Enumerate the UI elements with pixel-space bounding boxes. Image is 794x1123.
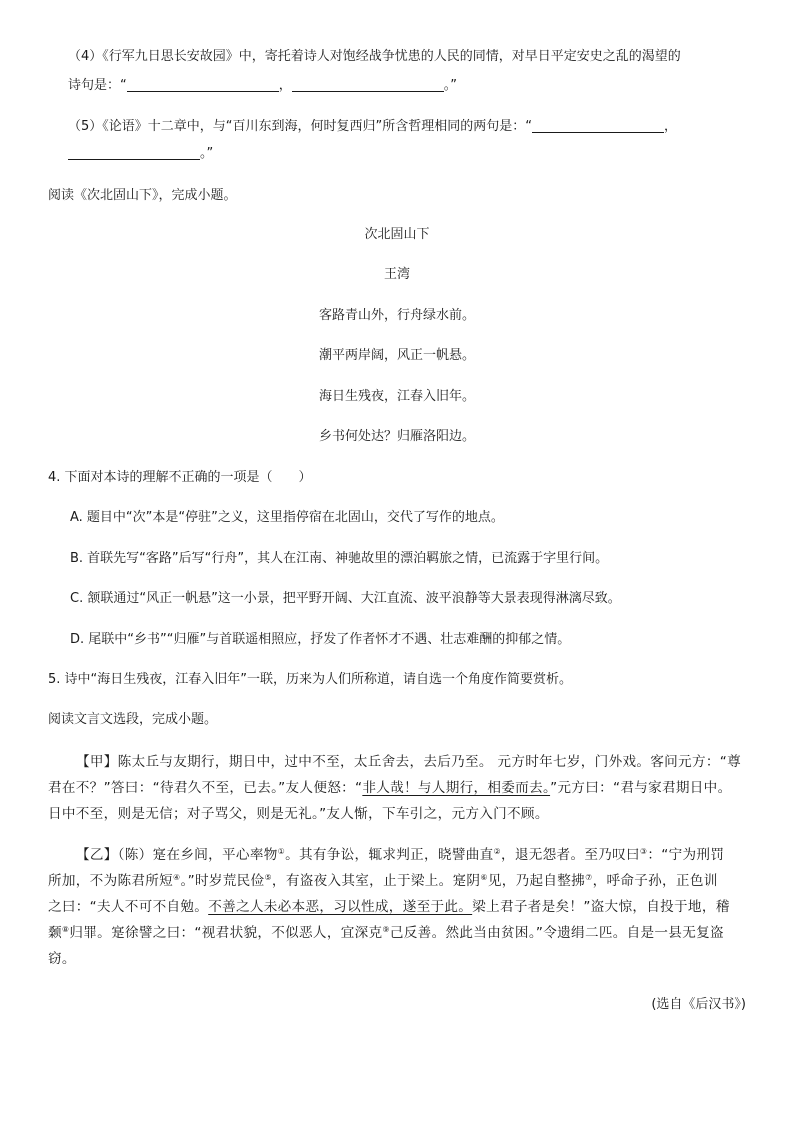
q4-prompt-line1: （4）《行军九日思长安故园》中，寄托着诗人对饱经战争忧患的人民的同情，对早日平定安史之乱的渴望的 [68,49,681,64]
q4-prompt-line2: 诗句是：“ ， 。” [68,78,458,93]
passage-line: 日中不至，则是无信；对子骂父，则是无礼。”友人惭，下车引之，元方入门不顾。 [48,806,549,822]
poem-instruction: 阅读《次北固山下》，完成小题。 [48,188,237,203]
option-b[interactable]: B. 首联先写“客路”后写“行舟”，其人在江南、神驰故里的漂泊羁旅之情，已流露于字里行间。 [70,551,609,566]
footnote-marker: ⑥ [480,873,488,882]
q5-prompt-line2: 。” [68,144,213,164]
underlined-sentence: 不善之人未必本恶，习以性成，遂至于此。 [208,899,473,915]
footnote-marker: ⑧ [61,925,70,934]
passage-line: 【乙】（陈）寔在乡闾，平心率物①。其有争讼，辄求判正，晓譬曲直②，退无怨者。至乃叹曰③：“宁为刑罚 [76,847,725,863]
footnote-marker: ③ [639,847,648,856]
option-a[interactable]: A. 题目中“次”本是“停驻”之义，这里指停宿在北固山，交代了写作的地点。 [70,510,504,525]
passage-line: 君在不？”答曰：“待君久不至，已去。”友人便怒：“非人哉！与人期行，相委而去。”元方曰：“君与家君期日中。 [48,780,732,796]
passage-line: 颡⑧归罪。寔徐譬之曰：“视君状貌，不似恶人，宜深克⑨己反善。然此当由贫困。”令遗绢二匹。自是一县无复盗 [48,925,724,941]
poem-author: 王湾 [383,267,410,282]
poem-line: 海日生残夜，江春入旧年。 [318,389,475,404]
option-d[interactable]: D. 尾联中“乡书”“归雁”与首联遥相照应，抒发了作者怀才不遇、壮志难酬的抑郁之情。 [70,632,571,647]
prose-instruction: 阅读文言文选段，完成小题。 [48,712,218,727]
passage-line: 【甲】陈太丘与友期行，期日中，过中不至，太丘舍去，去后乃至。 元方时年七岁，门外戏。客问元方：“尊 [76,754,741,770]
passage-line: 窃。 [48,951,76,967]
footnote-marker: ① [277,847,286,856]
footnote-marker: ⑤ [264,873,272,882]
footnote-marker: ④ [173,873,181,882]
poem-line: 乡书何处达？归雁洛阳边。 [318,429,475,444]
footnote-marker: ⑦ [585,873,593,882]
option-c[interactable]: C. 颔联通过“风正一帆悬”这一小景，把平野开阔、大江直流、波平浪静等大景表现得淋漓尽致。 [70,591,621,606]
source-citation: (选自《后汉书》) [651,997,746,1012]
answer-blank-2[interactable] [292,77,444,92]
poem-title: 次北固山下 [364,227,430,242]
answer-blank-1[interactable] [127,77,279,92]
poem-line: 潮平两岸阔，风正一帆悬。 [318,348,475,363]
poem-line: 客路青山外，行舟绿水前。 [318,308,475,323]
answer-blank-3[interactable] [532,118,664,133]
passage-line: 之曰：“夫人不可不自勉。不善之人未必本恶，习以性成，遂至于此。梁上君子者是矣！”盗大惊，自投于地，稽 [48,899,730,915]
q5-prompt-line1: （5）《论语》十二章中，与“百川东到海，何时复西归”所含哲理相同的两句是：“ ， [68,119,677,134]
footnote-marker: ⑨ [382,925,390,934]
question-stem: 4. 下面对本诗的理解不正确的一项是（ ） [48,470,312,485]
answer-blank-4[interactable] [68,145,200,160]
footnote-marker: ② [493,847,501,856]
underlined-sentence: 非人哉！与人期行，相委而去。 [362,780,551,796]
passage-line: 所加，不为陈君所短④。”时岁荒民俭⑤，有盗夜入其室，止于梁上。寔阴⑥见，乃起自整拂⑦，呼命子孙，正色训 [48,873,718,889]
question-5: 5. 诗中“海日生残夜，江春入旧年”一联，历来为人们所称道，请自选一个角度作简要赏析。 [48,672,573,687]
